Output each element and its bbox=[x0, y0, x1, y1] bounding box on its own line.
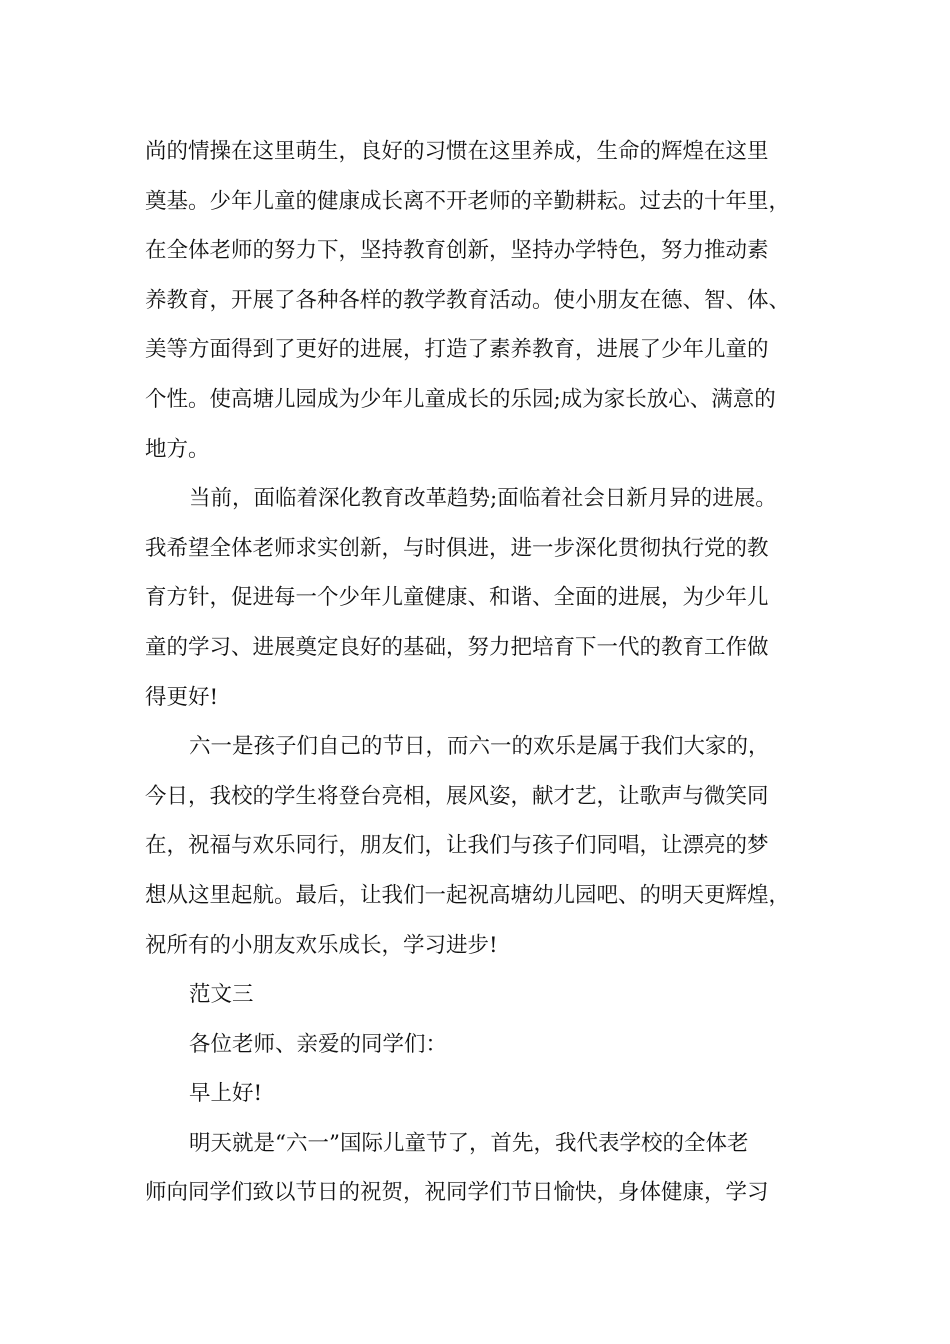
text-line: 育方针，促进每一个少年儿童健康、和谐、全面的进展，为少年儿 bbox=[145, 585, 769, 611]
text-line: 尚的情操在这里萌生，良好的习惯在这里养成，生命的辉煌在这里 bbox=[145, 139, 769, 164]
text-line: 养教育，开展了各种各样的教学教育活动。使小朋友在德、智、体、 bbox=[145, 287, 791, 313]
text-line: 个性。使高塘儿园成为少年儿童成长的乐园;成为家长放心、满意的 bbox=[145, 386, 776, 412]
text-line: 美等方面得到了更好的进展，打造了素养教育，进展了少年儿童的 bbox=[145, 337, 769, 363]
text-line: 在全体老师的努力下，坚持教育创新，坚持办学特色，努力推动素 bbox=[145, 238, 769, 264]
text-line: 奠基。少年儿童的健康成长离不开老师的辛勤耕耘。过去的十年里， bbox=[145, 188, 791, 214]
text-line: 想从这里起航。最后，让我们一起祝高塘幼儿园吧、的明天更辉煌， bbox=[145, 882, 791, 908]
text-line: 童的学习、进展奠定良好的基础，努力把培育下一代的教育工作做 bbox=[145, 634, 769, 660]
paragraph-start-line: 当前，面临着深化教育改革趋势;面临着社会日新月异的进展。 bbox=[189, 486, 777, 512]
text-line: 今日，我校的学生将登台亮相，展风姿，献才艺，让歌声与微笑同 bbox=[145, 783, 769, 809]
text-line: 祝所有的小朋友欢乐成长，学习进步! bbox=[145, 932, 498, 958]
paragraph-start-line: 明天就是“六一”国际儿童节了，首先，我代表学校的全体老 bbox=[189, 1130, 749, 1156]
text-line: 在，祝福与欢乐同行，朋友们，让我们与孩子们同唱，让漂亮的梦 bbox=[145, 833, 769, 859]
greeting-line: 早上好! bbox=[189, 1081, 263, 1107]
document-body bbox=[145, 127, 825, 1218]
text-line: 师向同学们致以节日的祝贺，祝同学们节日愉快，身体健康，学习 bbox=[145, 1180, 769, 1206]
text-line: 地方。 bbox=[145, 436, 210, 462]
text-line: 得更好! bbox=[145, 684, 219, 710]
paragraph-start-line: 六一是孩子们自己的节日，而六一的欢乐是属于我们大家的， bbox=[189, 734, 770, 760]
text-line: 我希望全体老师求实创新，与时俱进，进一步深化贯彻执行党的教 bbox=[145, 535, 769, 561]
section-heading: 范文三 bbox=[189, 982, 254, 1008]
salutation-line: 各位老师、亲爱的同学们： bbox=[189, 1031, 448, 1057]
